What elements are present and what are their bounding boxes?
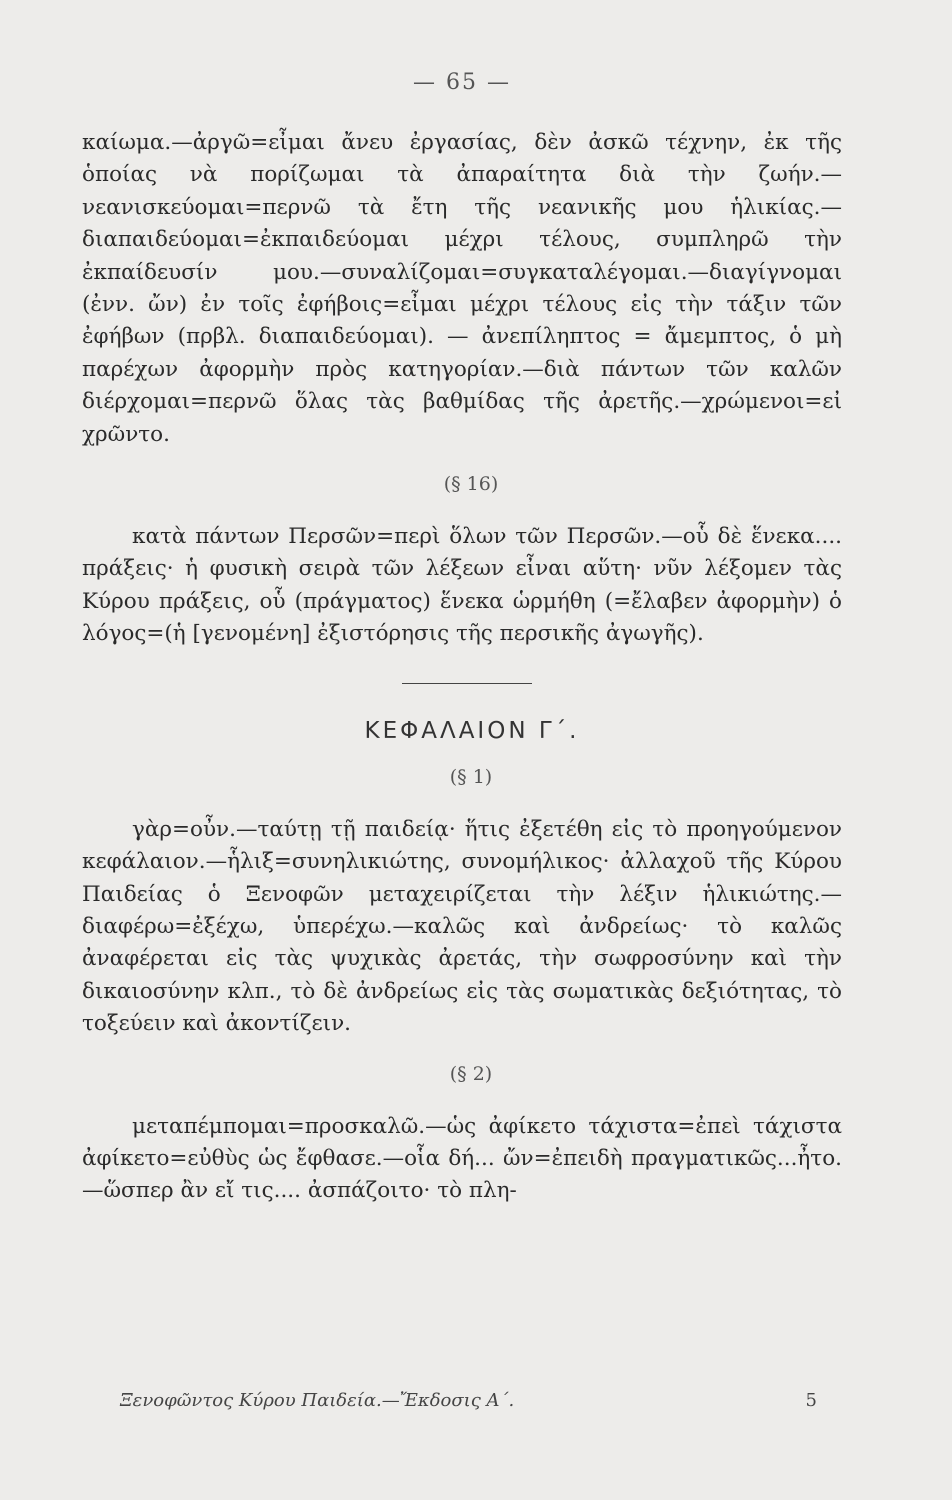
footer-book-title: Ξενοφῶντος Κύρου Παιδεία.—Ἔκδοσις Α΄. — [120, 1390, 515, 1411]
commentary-section-2: μεταπέμπομαι=προσκαλῶ.—ὡς ἀφίκετο τάχιστα=ἐπεὶ τάχιστα ἀφίκετο=εὐθὺς ὡς ἔφθασε.—οἷα δή... ὤν=ἐπειδὴ πραγματικῶς...ἦτο.—ὥσπερ ἂν εἴ τις.... ἀσπάζοιτο· τὸ πλη- — [82, 1113, 842, 1204]
commentary-block-1: καίωμα.—ἀργῶ=εἶμαι ἄνευ ἐργασίας, δὲν ἀσκῶ τέχνην, ἐκ τῆς ὁποίας νὰ πορίζωμαι τὰ ἀπαραίτητα διὰ τὴν ζωήν.—νεανισκεύομαι=περνῶ τὰ ἔτη τῆς νεανικῆς μου ἡλικίας.—διαπαιδεύομαι=ἐκπαιδεύομαι μέχρι τέλους, συμπληρῶ τὴν ἐκπαίδευσίν μου.—συναλίζομαι=συγκαταλέγομαι.—διαγίγνομαι (ἐνν. ὤν) ἐν τοῖς ἐφήβοις=εἶμαι μέχρι τέλους εἰς τὴν τάξιν τῶν ἐφήβων (πρβλ. διαπαιδεύομαι). — ἀνεπίληπτος = ἄμεμπτος, ὁ μὴ παρέχων ἀφορμὴν πρὸς κατηγορίαν.—διὰ πάντων τῶν καλῶν διέρχομαι=περνῶ ὅλας τὰς βαθμίδας τῆς ἀρετῆς.—χρώμενοι=εἰ χρῶντο. — [82, 130, 842, 447]
section-mark-16: (§ 16) — [443, 473, 499, 496]
footer-sheet-number: 5 — [805, 1390, 817, 1411]
page-footer — [120, 1390, 817, 1411]
commentary-section-16: κατὰ πάντων Περσῶν=περὶ ὅλων τῶν Περσῶν.—οὗ δὲ ἕνεκα.... πράξεις· ἡ φυσικὴ σειρὰ τῶν λέξεων εἶναι αὕτη· νῦν λέξομεν τὰς Κύρου πράξεις, οὗ (πράγματος) ἕνεκα ὡρμήθη (=ἔλαβεν ἀφορμὴν) ὁ λόγος=(ἡ [γενομένη] ἐξιστόρησις τῆς περσικῆς ἀγωγῆς). — [82, 524, 842, 647]
section-mark-2: (§ 2) — [449, 1062, 493, 1085]
chapter-title: ΚΕΦΑΛΑΙΟΝ Γ΄. — [364, 717, 580, 744]
commentary-section-1: γὰρ=οὖν.—ταύτῃ τῇ παιδείᾳ· ἥτις ἐξετέθη εἰς τὸ προηγούμενον κεφάλαιον.—ἧλιξ=συνηλικιώτης, συνομήλικος· ἀλλαχοῦ τῆς Κύρου Παιδείας ὁ Ξενοφῶν μεταχειρίζεται τὴν λέξιν ἡλικιώτης.—διαφέρω=ἐξέχω, ὑπερέχω.—καλῶς καὶ ἀνδρείως· τὸ καλῶς ἀναφέρεται εἰς τὰς ψυχικὰς ἀρετάς, τὴν σωφροσύνην καὶ τὴν δικαιοσύνην κλπ., τὸ δὲ ἀνδρείως εἰς τὰς σωματικὰς δεξιότητας, τὸ τοξεύειν καὶ ἀκοντίζειν. — [82, 816, 842, 1037]
page-number: — 65 — — [413, 70, 511, 95]
section-mark-1: (§ 1) — [449, 765, 493, 788]
chapter-divider — [402, 683, 532, 684]
